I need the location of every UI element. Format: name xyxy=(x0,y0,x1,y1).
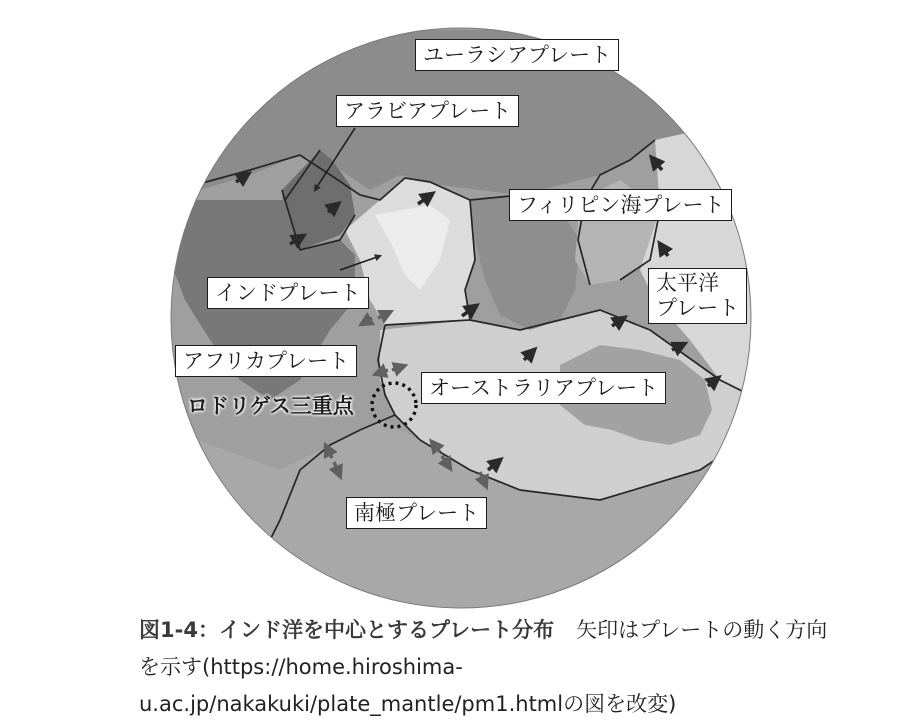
label-africa-plate: アフリカプレート xyxy=(175,345,357,377)
figure-title: インド洋を中心とするプレート分布 xyxy=(218,618,555,642)
label-arabia-plate: アラビアプレート xyxy=(336,95,519,127)
figure-caption xyxy=(139,612,829,723)
label-antarctic-plate: 南極プレート xyxy=(346,497,487,529)
figure-number: 図1-4： xyxy=(139,618,219,642)
label-rodrigues-triple-junction: ロドリゲス三重点 xyxy=(187,394,354,418)
label-australia-plate: オーストラリアプレート xyxy=(421,372,666,404)
label-philippine-sea-plate: フィリピン海プレート xyxy=(509,189,732,221)
label-india-plate: インドプレート xyxy=(207,277,369,309)
label-pacific-plate: 太平洋 プレート xyxy=(648,268,747,324)
figure-description: 矢印はプレートの動く方向を示す(https://home.hiroshima-u.ac.jp/nakakuki/plate_mantle/pm1.htmlの図を改変) xyxy=(139,618,828,716)
label-eurasia-plate: ユーラシアプレート xyxy=(415,39,619,71)
